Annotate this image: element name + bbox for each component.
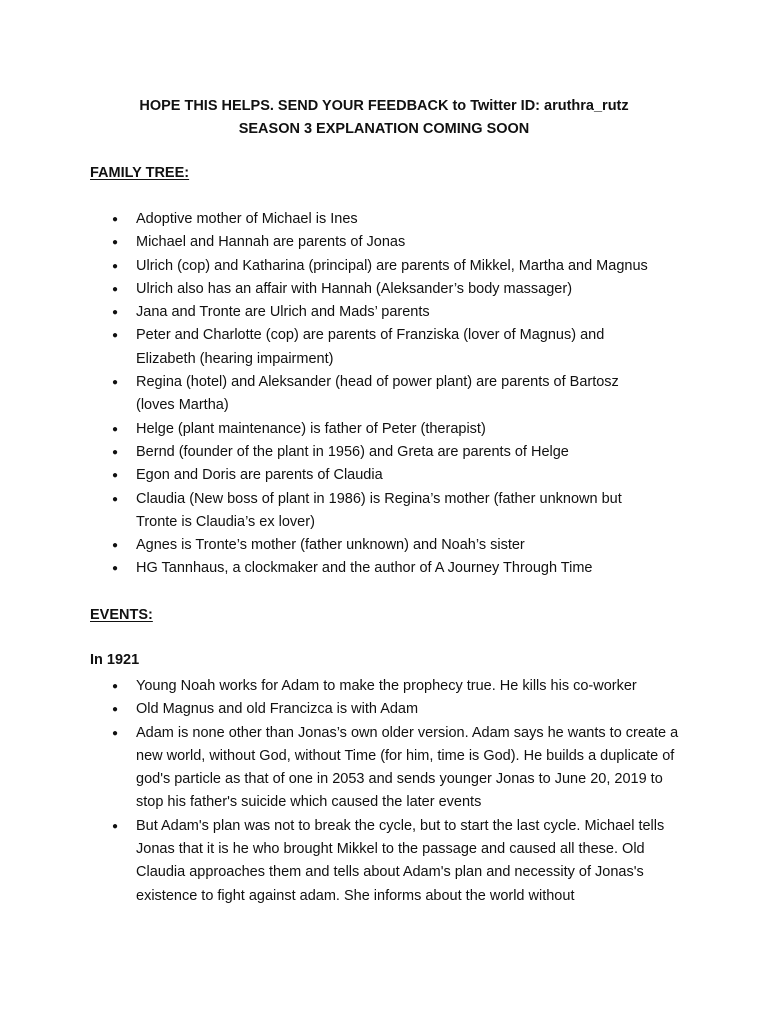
list-item: ● Bernd (founder of the plant in 1956) and Greta are parents of Helge [90, 441, 690, 464]
list-item: ● Adoptive mother of Michael is Ines [90, 208, 690, 231]
document-header [0, 95, 768, 141]
list-item: ● But Adam's plan was not to break the cycle, but to start the last cycle. Michael tells Jonas that it is he who brought Mikkel to the passage and caused all these. Old Claudia approaches them and tells about Adam's plan and necessity of Jonas's existence to fight against adam. She informs about the world without [90, 815, 690, 908]
feedback-line: HOPE THIS HELPS. SEND YOUR FEEDBACK to Twitter ID: aruthra_rutz [139, 98, 629, 114]
list-item: ● Old Magnus and old Francizca is with Adam [90, 698, 690, 721]
list-item: ● Peter and Charlotte (cop) are parents of Franziska (lover of Magnus) and Elizabeth (hearing impairment) [90, 324, 690, 371]
list-item: ● Jana and Tronte are Ulrich and Mads’ parents [90, 301, 690, 324]
events-list [90, 675, 690, 908]
list-item: ● HG Tannhaus, a clockmaker and the author of A Journey Through Time [90, 557, 690, 580]
list-item: ● Ulrich (cop) and Katharina (principal) are parents of Mikkel, Martha and Magnus [90, 255, 690, 278]
events-heading: EVENTS: [90, 607, 153, 623]
list-item: ● Adam is none other than Jonas’s own older version. Adam says he wants to create a new world, without God, without Time (for him, time is God). He builds a duplicate of god's particle as that of one in 2053 and sends younger Jonas to June 20, 2019 to stop his father's suicide which caused the later events [90, 722, 690, 815]
list-item: ● Agnes is Tronte’s mother (father unknown) and Noah’s sister [90, 534, 690, 557]
list-item: ● Michael and Hannah are parents of Jonas [90, 231, 690, 254]
list-item: ● Egon and Doris are parents of Claudia [90, 464, 690, 487]
list-item: ● Helge (plant maintenance) is father of Peter (therapist) [90, 418, 690, 441]
family-tree-list [90, 208, 690, 581]
season-3-notice: SEASON 3 EXPLANATION COMING SOON [238, 121, 530, 137]
list-item: ● Regina (hotel) and Aleksander (head of power plant) are parents of Bartosz (loves Martha) [90, 371, 690, 418]
list-item: ● Claudia (New boss of plant in 1986) is Regina’s mother (father unknown but Tronte is Claudia’s ex lover) [90, 488, 690, 535]
family-tree-heading: FAMILY TREE: [90, 165, 190, 181]
list-item: ● Young Noah works for Adam to make the prophecy true. He kills his co-worker [90, 675, 690, 698]
list-item: ● Ulrich also has an affair with Hannah (Aleksander’s body massager) [90, 278, 690, 301]
year-1921-heading: In 1921 [90, 652, 140, 668]
